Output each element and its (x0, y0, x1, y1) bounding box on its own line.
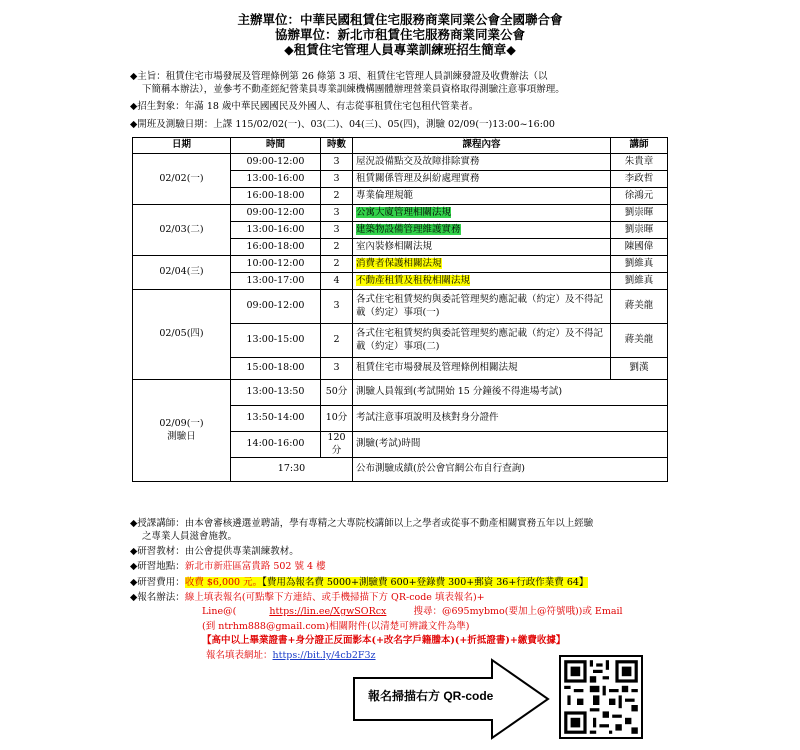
teacher-cell: 朱貴章 (611, 154, 668, 171)
qr-instruction: 報名掃描右方 QR-code (368, 689, 494, 703)
date-cell: 02/02(一) (133, 154, 231, 205)
teacher-cell: 陳國偉 (611, 239, 668, 256)
time-cell: 16:00-18:00 (231, 239, 321, 256)
fee-value: 收費 $6,000 元。 (184, 577, 263, 588)
date-cell: 02/05(四) (133, 290, 231, 380)
material-line: ◆研習教材：由公會提供專業訓練教材。 (130, 546, 299, 557)
hours-cell: 50分 (321, 380, 353, 406)
hours-cell: 2 (321, 239, 353, 256)
dates-line: ◆開班及測驗日期：上課 115/02/02(一)、03(二)、04(三)、05(四)，測驗 02/09(一)13:00~16:00 (130, 119, 555, 130)
hours-cell: 4 (321, 273, 353, 290)
teacher-cell: 劉漢 (611, 358, 668, 380)
signup-requirements: 【高中以上畢業證書+身分證正反面影本(+改名字戶籍謄本)(+折抵證書)+繳費收據】 (202, 635, 566, 646)
schedule-table (132, 137, 668, 482)
hours-cell: 2 (321, 256, 353, 273)
col-course-header: 課程內容 (353, 138, 611, 154)
hours-cell: 10分 (321, 406, 353, 432)
page-title: ◆租賃住宅管理人員專業訓練班招生簡章◆ (284, 42, 516, 57)
teachers-note (130, 517, 678, 530)
date-cell: 02/04(三) (133, 256, 231, 290)
qr-code[interactable] (559, 655, 643, 739)
signup-line-1 (130, 591, 690, 604)
line-link[interactable]: https://lin.ee/XgwSORcx (269, 606, 387, 617)
co-organizer-line: 協辦單位：新北市租賃住宅服務商業同業公會 (274, 27, 525, 42)
organizer-line: 主辦單位：中華民國租賃住宅服務商業同業公會全國聯合會 (237, 12, 563, 27)
course-highlight: 消費者保護相關法規 (356, 257, 442, 269)
teachers-line-1: ◆授課講師：由本會審核遴選並聘請，學有專精之大專院校講師以上之學者或從事不動產相關實務五年以上經驗 (130, 518, 594, 529)
table-row (133, 205, 668, 222)
date-cell (133, 380, 231, 482)
teacher-cell: 蔣美龍 (611, 290, 668, 324)
time-cell: 09:00-12:00 (231, 154, 321, 171)
purpose-line-1: ◆主旨：租賃住宅市場發展及管理條例第 26 條第 3 項、租賃住宅管理人員訓練發證及收費辦法（以 (130, 71, 548, 82)
exam-date: 02/09(一) (159, 418, 204, 429)
purpose-line-2: 下簡稱本辦法），並參考不動產經紀營業員專業訓練機構團體辦理營業員資格取得測驗注意事項辦理。 (142, 84, 565, 95)
location-label: ◆研習地點： (130, 561, 185, 572)
hours-cell: 2 (321, 188, 353, 205)
teachers-line-2: 之專業人員滋會施教。 (142, 531, 238, 542)
col-date-header: 日期 (133, 138, 231, 154)
signup-line-3: (到 ntrhm888@gmail.com)相關附件(以清楚可辨識文件為準) (202, 621, 470, 632)
time-cell: 14:00-16:00 (231, 432, 321, 458)
time-cell: 13:00-16:00 (231, 171, 321, 188)
signup-text-1: 線上填表報名(可點擊下方連結、或手機掃描下方 QR-code 填表報名)+ (184, 592, 485, 603)
fee-line (130, 576, 690, 589)
course-cell: 各式住宅租賃契約與委託管理契約應記載（約定）及不得記載（約定）事項(二) (353, 324, 611, 358)
course-cell: 考試注意事項說明及核對身分證件 (353, 406, 668, 432)
teacher-cell: 劉崇暉 (611, 222, 668, 239)
course-cell: 測驗(考試)時間 (353, 432, 668, 458)
time-cell: 13:00-15:00 (231, 324, 321, 358)
time-cell: 09:00-12:00 (231, 205, 321, 222)
hours-cell: 3 (321, 290, 353, 324)
date-cell: 02/03(二) (133, 205, 231, 256)
time-cell: 15:00-18:00 (231, 358, 321, 380)
table-row (133, 256, 668, 273)
course-cell: 室內裝修相關法規 (353, 239, 611, 256)
time-cell: 10:00-12:00 (231, 256, 321, 273)
time-cell: 13:00-16:00 (231, 222, 321, 239)
time-cell: 13:00-17:00 (231, 273, 321, 290)
teacher-cell: 徐鴻元 (611, 188, 668, 205)
table-row (133, 290, 668, 324)
course-cell: 公布測驗成績(於公會官網公布自行查詢) (353, 458, 668, 482)
course-cell: 專業倫理規範 (353, 188, 611, 205)
qr-code-icon (561, 657, 641, 737)
fee-label: ◆研習費用： (130, 577, 185, 588)
col-teacher-header: 講師 (611, 138, 668, 154)
table-row (133, 380, 668, 406)
hours-cell: 2 (321, 324, 353, 358)
course-cell: 租賃關係管理及糾紛處理實務 (353, 171, 611, 188)
course-cell (353, 205, 611, 222)
course-highlight: 建築物設備管理維護實務 (356, 223, 461, 235)
course-cell (353, 256, 611, 273)
col-hours-header: 時數 (321, 138, 353, 154)
course-cell: 屋況設備點交及故障排除實務 (353, 154, 611, 171)
location-value: 新北市新莊區富貴路 502 號 4 樓 (184, 561, 326, 572)
course-cell: 各式住宅租賃契約與委託管理契約應記載（約定）及不得記載（約定）事項(一) (353, 290, 611, 324)
teacher-cell: 劉維真 (611, 273, 668, 290)
col-time-header: 時間 (231, 138, 321, 154)
hours-cell: 3 (321, 222, 353, 239)
exam-date-label: 測驗日 (167, 430, 196, 442)
hours-cell: 120分 (321, 432, 353, 458)
location-line (130, 560, 690, 573)
line-at-label: Line@( (202, 606, 237, 617)
time-cell: 17:30 (231, 458, 353, 482)
teacher-cell: 蔣美龍 (611, 324, 668, 358)
course-highlight: 公寓大廈管理相關法規 (356, 206, 452, 218)
signup-label: ◆報名辦法： (130, 592, 185, 603)
course-cell: 租賃住宅市場發展及管理條例相關法規 (353, 358, 611, 380)
time-cell: 16:00-18:00 (231, 188, 321, 205)
table-row (133, 154, 668, 171)
course-highlight: 不動產租賃及租稅相關法規 (356, 274, 471, 286)
time-cell: 09:00-12:00 (231, 290, 321, 324)
hours-cell: 3 (321, 171, 353, 188)
course-cell (353, 273, 611, 290)
signup-line-2 (202, 605, 762, 618)
form-url-label: 報名填表網址： (206, 650, 273, 661)
teacher-cell: 劉維真 (611, 256, 668, 273)
hours-cell: 3 (321, 154, 353, 171)
line-search-text: 搜尋：@695mybmo(要加上@符號哦))或 Email (413, 606, 623, 617)
teacher-cell: 李政哲 (611, 171, 668, 188)
fee-detail: 【費用為報名費 5000+測驗費 600+登錄費 300+郵資 36+行政作業費 64】 (262, 577, 589, 588)
time-cell: 13:00-13:50 (231, 380, 321, 406)
course-cell (353, 222, 611, 239)
time-cell: 13:50-14:00 (231, 406, 321, 432)
target-line: ◆招生對象：年滿 18 歲中華民國國民及外國人、有志從事租賃住宅包租代管業者。 (130, 101, 479, 112)
hours-cell: 3 (321, 358, 353, 380)
form-url-link[interactable]: https://bit.ly/4cb2F3z (272, 650, 376, 661)
table-header-row (133, 138, 668, 154)
hours-cell: 3 (321, 205, 353, 222)
course-cell: 測驗人員報到(考試開始 15 分鐘後不得進場考試) (353, 380, 668, 406)
teacher-cell: 劉崇暉 (611, 205, 668, 222)
